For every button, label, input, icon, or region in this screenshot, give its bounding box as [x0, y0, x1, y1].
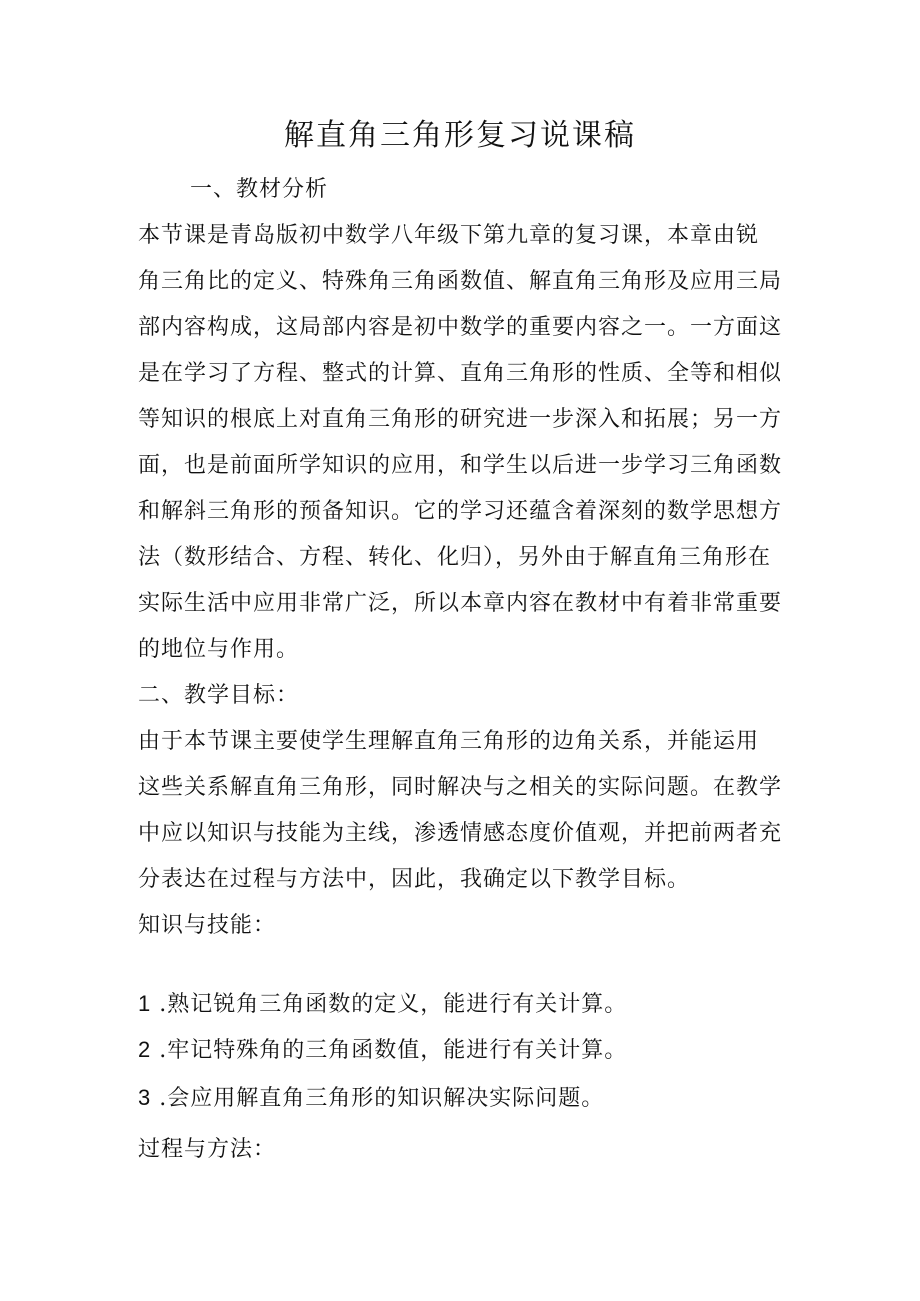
section-heading-teaching-goals: 二、教学目标： [138, 683, 300, 708]
paragraph-line: 法（数形结合、方程、转化、化归），另外由于解直角三角形在 [138, 545, 772, 570]
paragraph-line: 等知识的根底上对直角三角形的研究进一步深入和拓展；另一方 [138, 407, 783, 432]
list-item-number: 3 [138, 1085, 152, 1110]
list-item [138, 1078, 788, 1119]
paragraph-line: 实际生活中应用非常广泛，所以本章内容在教材中有着非常重要 [138, 591, 783, 616]
paragraph-line: 中应以知识与技能为主线，渗透情感态度价值观，并把前两者充 [138, 821, 783, 846]
list-item [138, 984, 788, 1025]
paragraph-line: 的地位与作用。 [138, 637, 300, 662]
list-item-number: 1 [138, 991, 152, 1016]
paragraph-line: 和解斜三角形的预备知识。它的学习还蕴含着深刻的数学思想方 [138, 499, 783, 524]
paragraph-line: 分表达在过程与方法中，因此，我确定以下教学目标。 [138, 867, 691, 892]
paragraph-line: 是在学习了方程、整式的计算、直角三角形的性质、全等和相似 [138, 361, 783, 386]
list-item-text: .熟记锐角三角函数的定义，能进行有关计算。 [151, 992, 628, 1017]
list-item-text: .会应用解直角三角形的知识解决实际问题。 [151, 1086, 605, 1111]
paragraph-line: 角三角比的定义、特殊角三角函数值、解直角三角形及应用三局 [138, 269, 783, 294]
paragraph-line: 部内容构成，这局部内容是初中数学的重要内容之一。一方面这 [138, 315, 783, 340]
paragraph-line: 由于本节课主要使学生理解直角三角形的边角关系，并能运用 [138, 729, 760, 754]
list-item-number: 2 [138, 1037, 152, 1062]
paragraph-line: 本节课是青岛版初中数学八年级下第九章的复习课，本章由锐 [138, 223, 760, 248]
list-item [138, 1030, 788, 1071]
paragraph-line: 这些关系解直角三角形，同时解决与之相关的实际问题。在教学 [138, 775, 783, 800]
section-heading-textbook-analysis: 一、教材分析 [190, 177, 329, 202]
subheading-process-methods: 过程与方法： [138, 1137, 277, 1162]
paragraph-line: 面，也是前面所学知识的应用，和学生以后进一步学习三角函数 [138, 453, 783, 478]
list-item-text: .牢记特殊角的三角函数值，能进行有关计算。 [151, 1038, 628, 1063]
document-title: 解直角三角形复习说课稿 [284, 118, 636, 153]
subheading-knowledge-skills: 知识与技能： [138, 913, 277, 938]
